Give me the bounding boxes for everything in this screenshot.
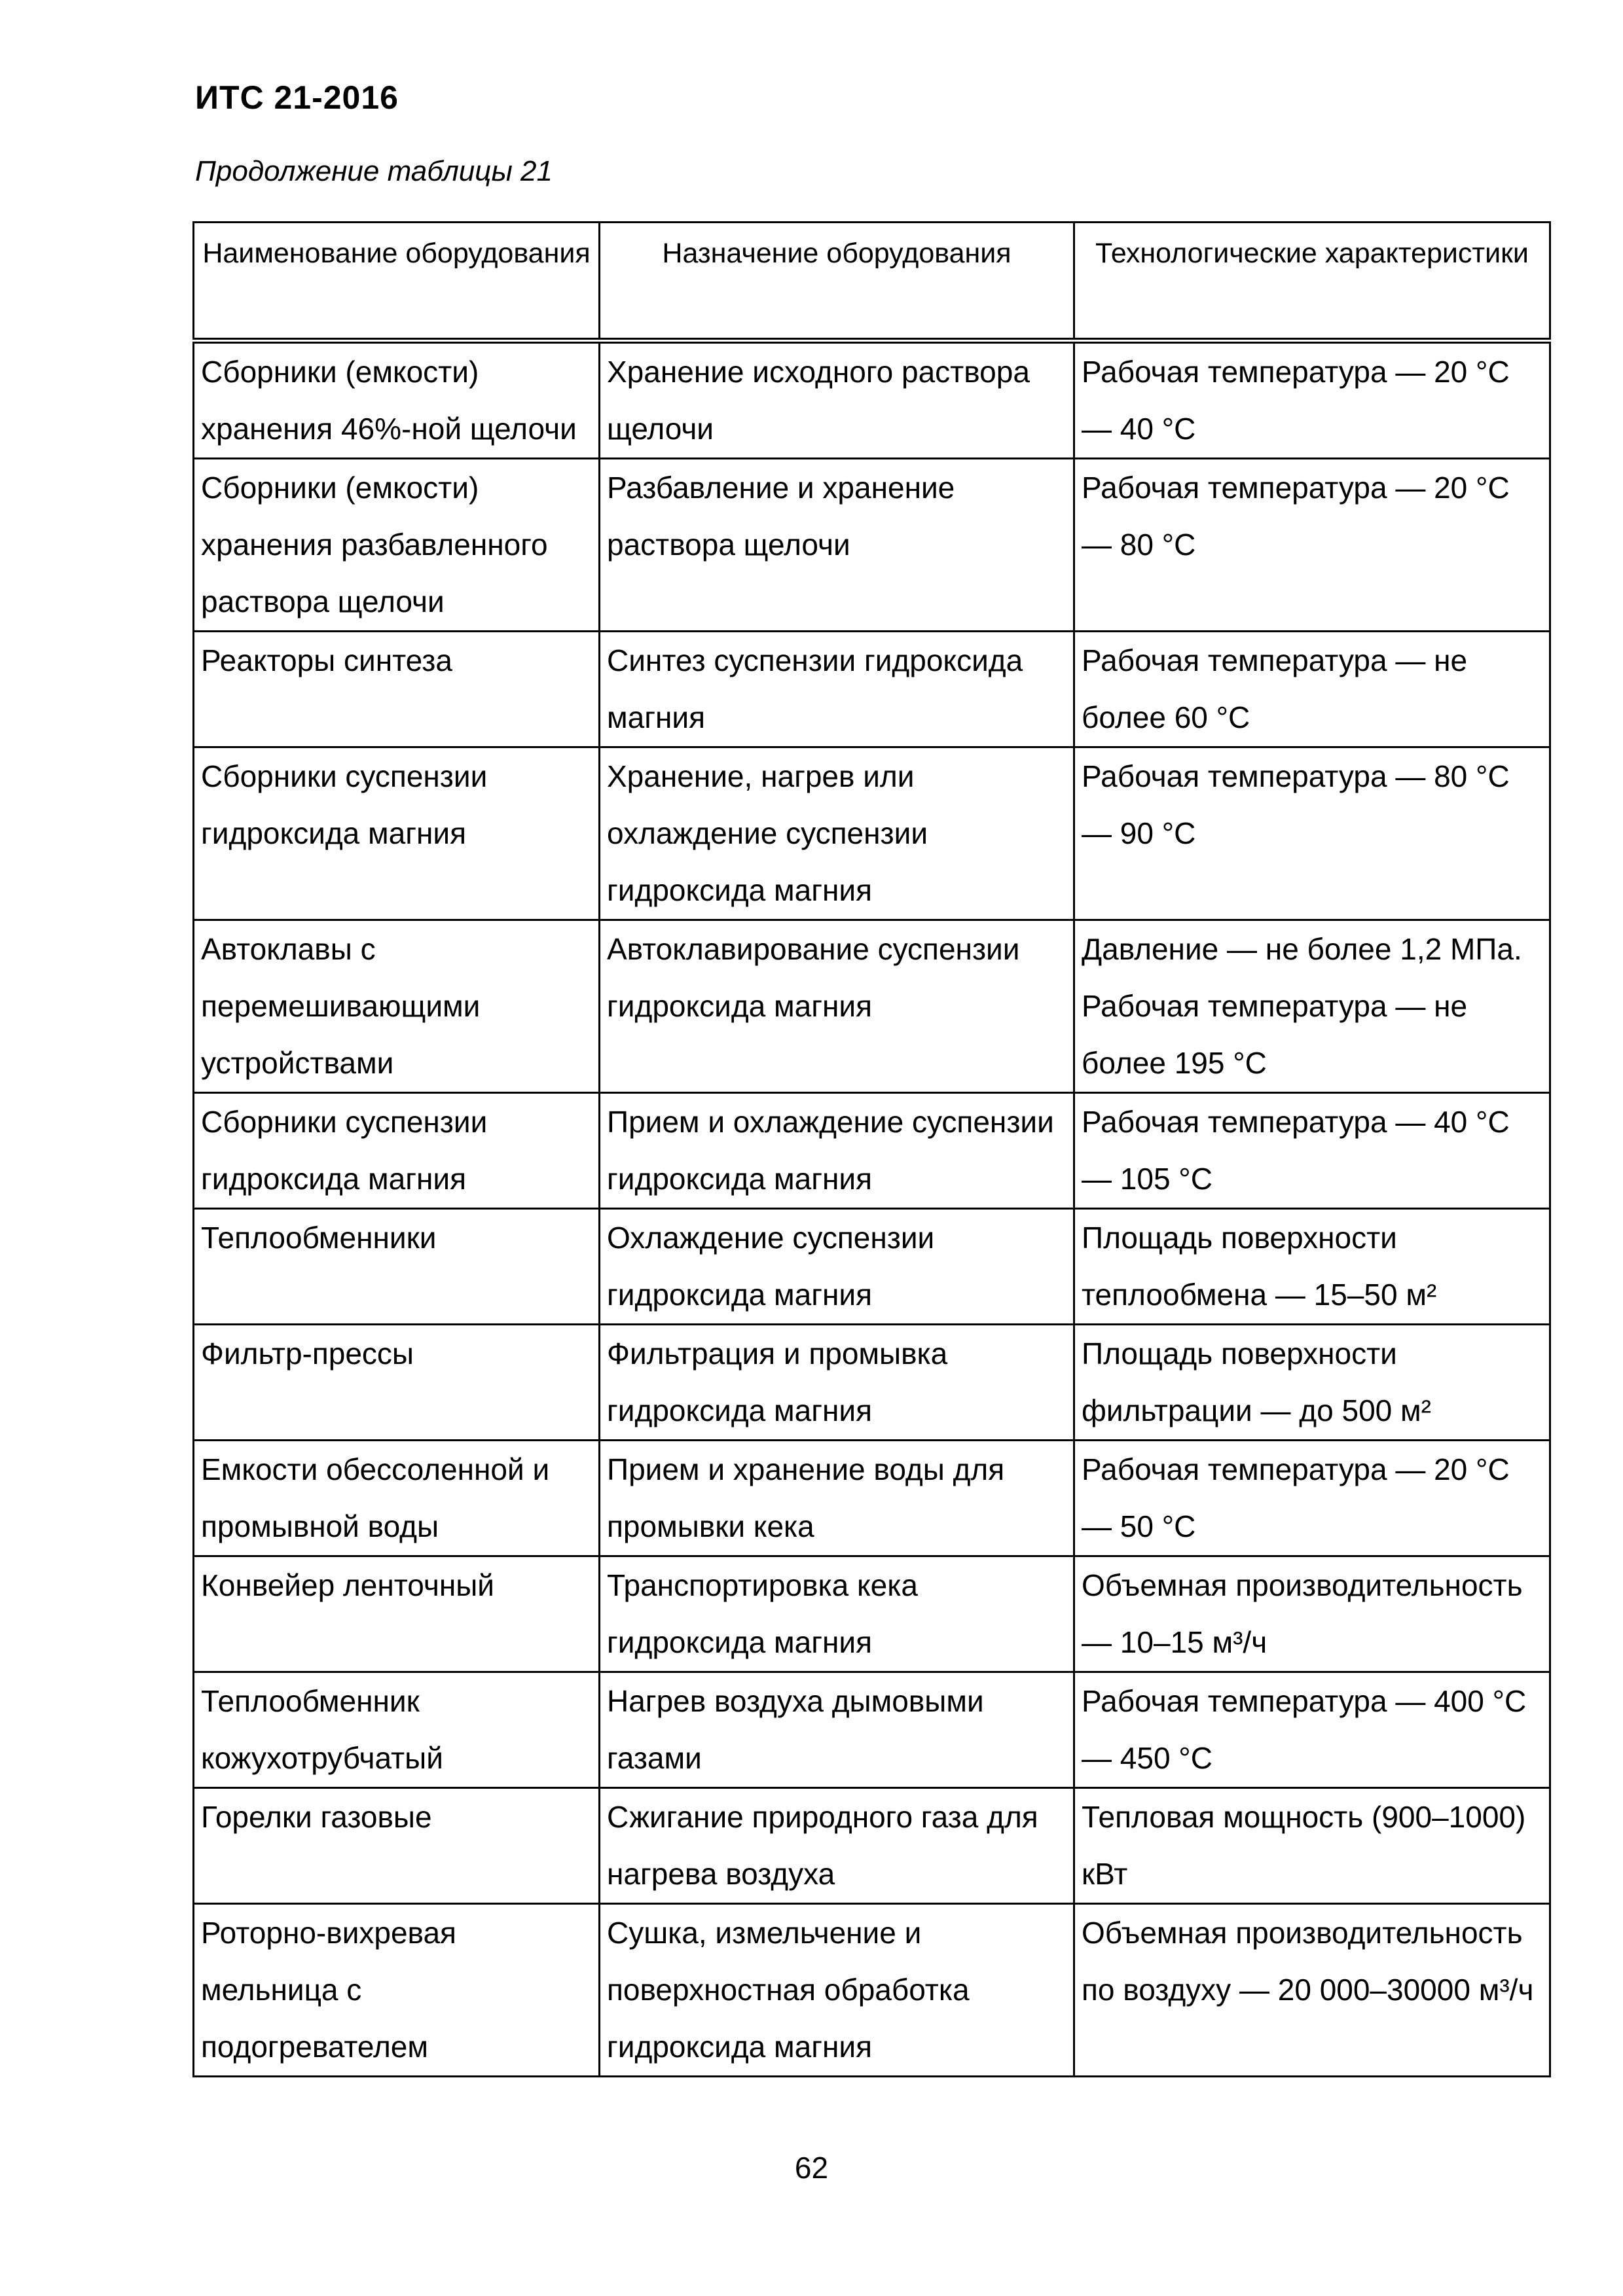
column-header-specs: Технологические характеристики: [1074, 223, 1550, 341]
cell-specs: Тепловая мощность (900–1000) кВт: [1074, 1788, 1550, 1904]
table-row: [194, 1209, 1550, 1325]
cell-name: Сборники суспензии гидроксида магния: [194, 1093, 600, 1209]
table-row: [194, 1556, 1550, 1672]
table-row: [194, 341, 1550, 459]
cell-purpose: Разбавление и хранение раствора щелочи: [600, 459, 1074, 632]
table-row: [194, 1093, 1550, 1209]
cell-name: Фильтр-прессы: [194, 1325, 600, 1441]
cell-purpose: Хранение, нагрев или охлаждение суспензии гидроксида магния: [600, 747, 1074, 920]
cell-specs: Площадь поверхности теплообмена — 15–50 м²: [1074, 1209, 1550, 1325]
table-row: [194, 1441, 1550, 1556]
cell-specs: Рабочая температура — 80 °С — 90 °С: [1074, 747, 1550, 920]
cell-name: Сборники (емкости) хранения 46%-ной щелочи: [194, 341, 600, 459]
cell-name: Роторно-вихревая мельница с подогревателем: [194, 1904, 600, 2077]
cell-specs: Рабочая температура — 20 °С — 50 °С: [1074, 1441, 1550, 1556]
cell-name: Теплообменники: [194, 1209, 600, 1325]
cell-specs: Рабочая температура — 40 °С — 105 °С: [1074, 1093, 1550, 1209]
page-number: 62: [794, 2151, 829, 2185]
cell-purpose: Прием и хранение воды для промывки кека: [600, 1441, 1074, 1556]
cell-name: Сборники (емкости) хранения разбавленного раствора щелочи: [194, 459, 600, 632]
cell-purpose: Сушка, измельчение и поверхностная обработка гидроксида магния: [600, 1904, 1074, 2077]
cell-purpose: Синтез суспензии гидроксида магния: [600, 632, 1074, 747]
table-row: [194, 632, 1550, 747]
cell-purpose: Транспортировка кека гидроксида магния: [600, 1556, 1074, 1672]
cell-name: Горелки газовые: [194, 1788, 600, 1904]
cell-specs: Давление — не более 1,2 МПа. Рабочая температура — не более 195 °С: [1074, 920, 1550, 1093]
cell-purpose: Нагрев воздуха дымовыми газами: [600, 1672, 1074, 1788]
cell-name: Теплообменник кожухотрубчатый: [194, 1672, 600, 1788]
cell-specs: Рабочая температура — 20 °С — 80 °С: [1074, 459, 1550, 632]
column-header-name: Наименование оборудования: [194, 223, 600, 341]
cell-name: Сборники суспензии гидроксида магния: [194, 747, 600, 920]
equipment-table: [192, 221, 1551, 2077]
table-header-row: [194, 223, 1550, 341]
table-row: [194, 920, 1550, 1093]
table-row: [194, 1904, 1550, 2077]
table-row: [194, 1788, 1550, 1904]
cell-specs: Рабочая температура — не более 60 °С: [1074, 632, 1550, 747]
cell-name: Конвейер ленточный: [194, 1556, 600, 1672]
cell-specs: Рабочая температура — 400 °С — 450 °С: [1074, 1672, 1550, 1788]
cell-purpose: Охлаждение суспензии гидроксида магния: [600, 1209, 1074, 1325]
cell-purpose: Прием и охлаждение суспензии гидроксида магния: [600, 1093, 1074, 1209]
table-row: [194, 459, 1550, 632]
cell-purpose: Сжигание природного газа для нагрева воздуха: [600, 1788, 1074, 1904]
document-header: ИТС 21-2016: [195, 79, 399, 116]
table-row: [194, 1325, 1550, 1441]
cell-name: Емкости обессоленной и промывной воды: [194, 1441, 600, 1556]
table-caption: Продолжение таблицы 21: [195, 155, 553, 187]
table-row: [194, 747, 1550, 920]
cell-name: Реакторы синтеза: [194, 632, 600, 747]
column-header-purpose: Назначение оборудования: [600, 223, 1074, 341]
cell-specs: Объемная производительность по воздуху — 20 000–30000 м³/ч: [1074, 1904, 1550, 2077]
cell-specs: Площадь поверхности фильтрации — до 500 м²: [1074, 1325, 1550, 1441]
cell-specs: Рабочая температура — 20 °С — 40 °С: [1074, 341, 1550, 459]
cell-purpose: Фильтрация и промывка гидроксида магния: [600, 1325, 1074, 1441]
cell-name: Автоклавы с перемешивающими устройствами: [194, 920, 600, 1093]
cell-purpose: Хранение исходного раствора щелочи: [600, 341, 1074, 459]
cell-specs: Объемная производительность — 10–15 м³/ч: [1074, 1556, 1550, 1672]
table-row: [194, 1672, 1550, 1788]
cell-purpose: Автоклавирование суспензии гидроксида магния: [600, 920, 1074, 1093]
